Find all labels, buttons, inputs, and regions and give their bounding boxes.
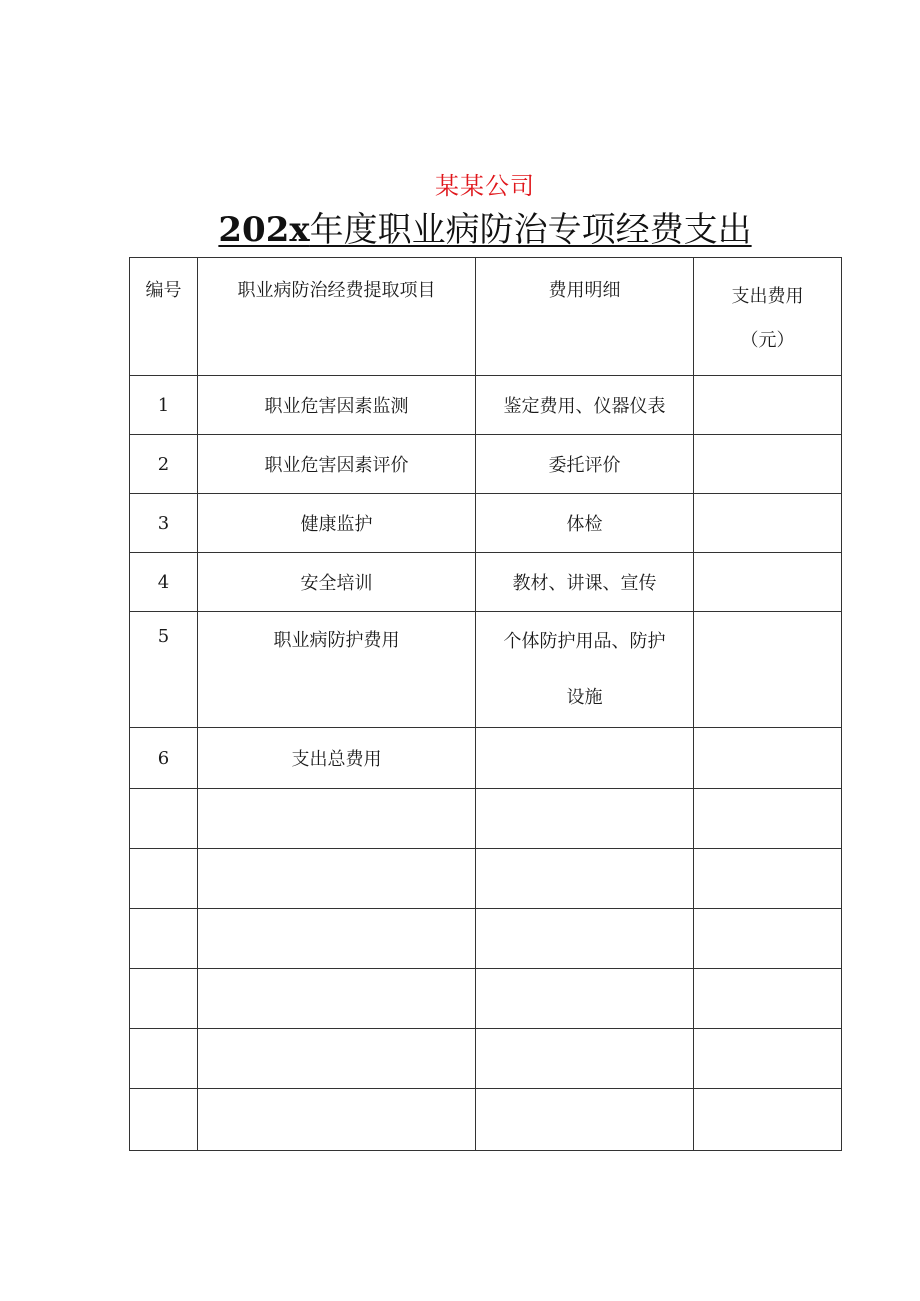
title-text: 年度职业病防治专项经费支出 [309,210,752,250]
table-row [130,376,842,435]
cell-blank[interactable] [476,969,694,1029]
cell-blank[interactable] [198,1029,476,1089]
cell-blank[interactable] [694,849,842,909]
cell-blank[interactable] [694,909,842,969]
cell-item: 健康监护 [198,494,476,553]
table-header-row [130,258,842,376]
cell-blank[interactable] [130,909,198,969]
cell-expense[interactable] [694,435,842,494]
header-item: 职业病防治经费提取项目 [198,258,476,376]
cell-no: 6 [130,728,198,789]
expense-table [129,257,842,1151]
cell-blank[interactable] [476,1089,694,1151]
table-row-blank [130,1029,842,1089]
cell-no: 2 [130,435,198,494]
cell-blank[interactable] [198,909,476,969]
cell-expense[interactable] [694,553,842,612]
cell-blank[interactable] [130,969,198,1029]
cell-detail [476,728,694,789]
cell-no: 3 [130,494,198,553]
cell-detail: 体检 [476,494,694,553]
cell-no: 5 [130,612,198,728]
cell-expense[interactable] [694,728,842,789]
table-row [130,435,842,494]
cell-blank[interactable] [476,1029,694,1089]
table-row-blank [130,969,842,1029]
header-expense-label: 支出费用 [731,285,804,307]
cell-expense[interactable] [694,494,842,553]
cell-item: 职业病防护费用 [198,612,476,728]
cell-blank[interactable] [476,849,694,909]
header-expense [694,258,842,376]
header-detail: 费用明细 [476,258,694,376]
cell-detail [476,612,694,728]
cell-no: 4 [130,553,198,612]
cell-no: 1 [130,376,198,435]
cell-detail-line2: 设施 [566,686,603,708]
cell-detail: 委托评价 [476,435,694,494]
table-row [130,612,842,728]
cell-blank[interactable] [130,1029,198,1089]
cell-blank[interactable] [198,969,476,1029]
table-row [130,728,842,789]
cell-blank[interactable] [130,789,198,849]
cell-detail-line1: 个体防护用品、防护 [503,630,666,652]
cell-blank[interactable] [694,1029,842,1089]
cell-blank[interactable] [198,789,476,849]
cell-blank[interactable] [694,1089,842,1151]
document-title [0,208,920,252]
cell-detail: 鉴定费用、仪器仪表 [476,376,694,435]
cell-blank[interactable] [130,1089,198,1151]
table-row [130,494,842,553]
table-row [130,553,842,612]
title-underlined [218,210,751,250]
company-name: 某某公司 [435,172,535,200]
cell-blank[interactable] [694,969,842,1029]
cell-item: 职业危害因素监测 [198,376,476,435]
cell-blank[interactable] [476,909,694,969]
cell-blank[interactable] [130,849,198,909]
cell-item: 安全培训 [198,553,476,612]
table-row-blank [130,849,842,909]
cell-blank[interactable] [198,849,476,909]
cell-expense[interactable] [694,612,842,728]
cell-blank[interactable] [476,789,694,849]
table-row-blank [130,1089,842,1151]
cell-expense[interactable] [694,376,842,435]
header-no: 编号 [130,258,198,376]
cell-detail: 教材、讲课、宣传 [476,553,694,612]
cell-item: 支出总费用 [198,728,476,789]
header-expense-unit: （元） [740,329,795,351]
cell-item: 职业危害因素评价 [198,435,476,494]
title-year: 202x [218,210,310,250]
table-row-blank [130,909,842,969]
cell-blank[interactable] [694,789,842,849]
table-row-blank [130,789,842,849]
cell-blank[interactable] [198,1089,476,1151]
